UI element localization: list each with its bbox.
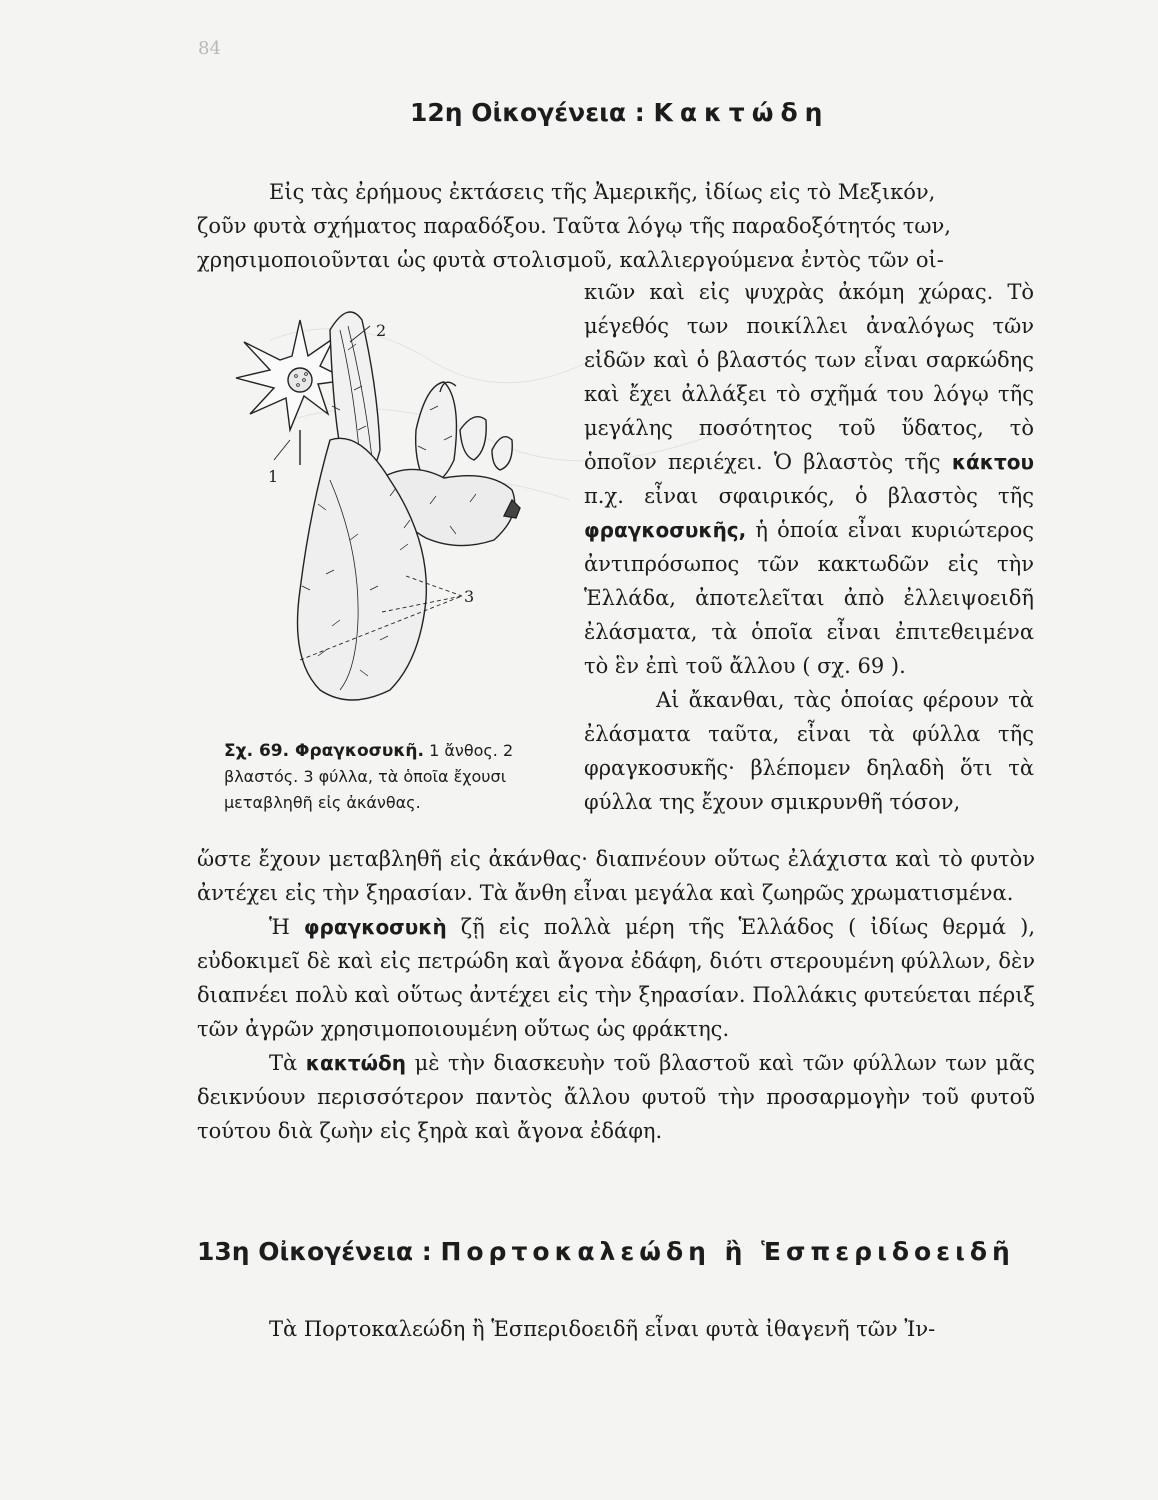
- col-text: π.χ. εἶναι σφαιρικός, ὁ βλαστὸς τῆς: [584, 484, 1034, 508]
- col-paragraph-1: [584, 275, 1034, 683]
- paragraph-4: [197, 1046, 1035, 1148]
- prickly-pear-illustration: [230, 290, 570, 730]
- bottom-paragraphs: [197, 842, 1035, 1148]
- prickly-pear-term: φραγκοσυκὴ: [303, 915, 447, 939]
- col-text: ἡ ὁποία εἶναι κυριώτερος ἀντιπρόσωπος τῶν κακτωδῶν εἰς τὴν Ἑλλάδα, ἀποτελεῖται ἀπὸ ἐλλειψοειδῆ ἐλάσματα, τὰ ὁποῖα εἶναι ἐπιτεθειμένα τὸ ἓν ἐπὶ τοῦ ἄλλου ( σχ. 69 ).: [584, 518, 1034, 678]
- intro-paragraph: [197, 175, 1035, 277]
- caption-text: 1 ἄνθος. 2 βλαστός. 3 φύλλα, τὰ ὁποῖα ἔχουσι μεταβληθῆ εἰς ἀκάνθας.: [224, 741, 514, 812]
- figure-caption: [224, 738, 562, 816]
- intro-line: ζοῦν φυτὰ σχήματος παραδόξου. Ταῦτα λόγῳ τῆς παραδοξότητός των,: [197, 214, 951, 238]
- page-number: 84: [198, 38, 221, 59]
- caption-title: Σχ. 69. Φραγκοσυκῆ.: [224, 741, 424, 761]
- intro-line: Εἰς τὰς ἐρήμους ἐκτάσεις τῆς Ἀμερικῆς, ἰδίως εἰς τὸ Μεξικόν,: [269, 180, 936, 204]
- paragraph-3: [197, 910, 1035, 1046]
- col-text: κιῶν καὶ εἰς ψυχρὰς ἀκόμη χώρας. Τὸ μέγεθός των ποικίλλει ἀναλόγως τῶν εἰδῶν καὶ ὁ βλαστός των εἶναι σαρκώδης καὶ ἔχει ἀλλάξει τὸ σχῆμά του λόγῳ τῆς μεγάλης ποσότητος τοῦ ὕδατος, τὸ ὁποῖον περιέχει. Ὁ βλαστὸς τῆς: [584, 280, 1034, 474]
- prickly-pear-term: φραγκοσυκῆς,: [584, 518, 747, 542]
- para-text: ζῇ εἰς πολλὰ μέρη τῆς Ἑλλάδος ( ἰδίως θερμά ), εὐδοκιμεῖ δὲ καὶ εἰς πετρώδη καὶ ἄγονα ἐδάφη, διότι στερουμένη φύλλων, δὲν διαπνέει πολὺ καὶ οὕτως ἀντέχει εἰς τὴν ξηρασίαν. Πολλάκις φυτεύεται πέριξ τῶν ἀγρῶν χρησιμοποιουμένη οὕτως ὡς φράκτης.: [197, 915, 1035, 1041]
- section-12-heading-label: 12η Οἰκογένεια :: [410, 98, 645, 127]
- continuation-paragraph: ὥστε ἔχουν μεταβληθῆ εἰς ἀκάνθας· διαπνέουν οὕτως ἐλάχιστα καὶ τὸ φυτὸν ἀντέχει εἰς τὴν ξηρασίαν. Τὰ ἄνθη εἶναι μεγάλα καὶ ζωηρῶς χρωματισμένα.: [197, 847, 1035, 905]
- section-13-heading-label: 13η Οἰκογένεια :: [197, 1237, 432, 1266]
- figure-label-3: 3: [464, 587, 475, 606]
- cactus-term: κάκτου: [951, 450, 1034, 474]
- figure-label-1: 1: [268, 467, 279, 486]
- section-13-first-line: Τὰ Πορτοκαλεώδη ἢ Ἑσπεριδοειδῆ εἶναι φυτὰ ἰθαγενῆ τῶν Ἰν-: [269, 1317, 936, 1341]
- section-12-heading: [410, 98, 829, 127]
- cacti-term: κακτώδη: [305, 1051, 407, 1075]
- section-13-heading: [197, 1237, 1015, 1266]
- right-column-text: [584, 275, 1034, 819]
- figure-label-2: 2: [376, 321, 387, 340]
- para-text: μὲ τὴν διασκευὴν τοῦ βλαστοῦ καὶ τῶν φύλλων των μᾶς δεικνύουν περισσότερον παντὸς ἄλλου φυτοῦ τὴν προσαρμογὴν τοῦ φυτοῦ τούτου διὰ ζωὴν εἰς ξηρὰ καὶ ἄγονα ἐδάφη.: [197, 1051, 1035, 1143]
- section-12-heading-name: Κακτώδη: [653, 98, 830, 127]
- para-text: Ἡ: [269, 915, 290, 939]
- col-paragraph-2: Αἱ ἄκανθαι, τὰς ὁποίας φέρουν τὰ ἐλάσματα ταῦτα, εἶναι τὰ φύλλα τῆς φραγκοσυκῆς· βλέπομεν δηλαδὴ ὅτι τὰ φύλλα της ἔχουν σμικρυνθῆ τόσον,: [584, 688, 1034, 814]
- section-13-heading-name: Πορτοκαλεώδη ἢ Ἑσπεριδοειδῆ: [440, 1237, 1015, 1266]
- intro-line: χρησιμοποιοῦνται ὡς φυτὰ στολισμοῦ, καλλιεργούμενα ἐντὸς τῶν οἰ-: [197, 248, 944, 272]
- para-text: Τὰ: [269, 1051, 298, 1075]
